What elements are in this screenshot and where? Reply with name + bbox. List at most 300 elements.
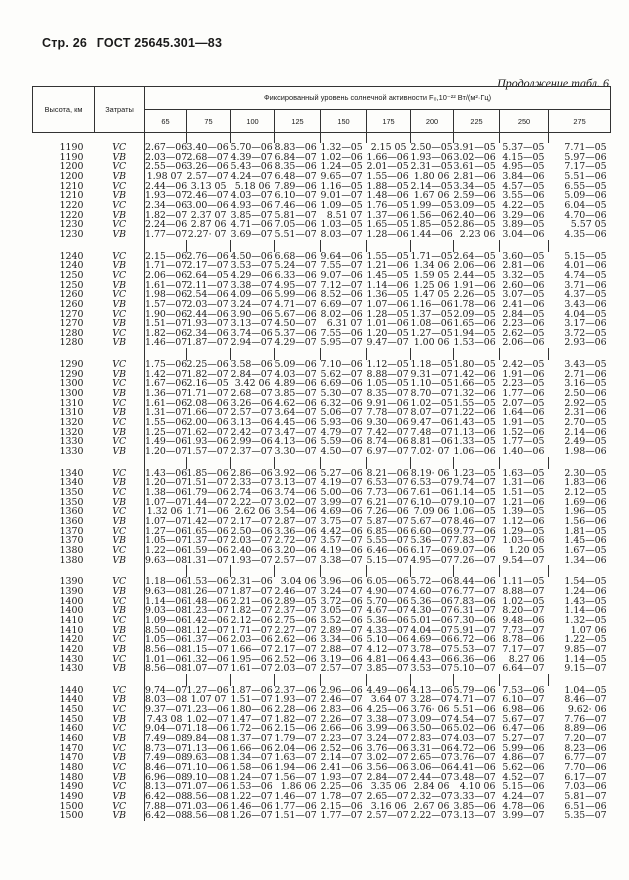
value-cell: 5.10—06 [366,634,409,646]
value-cell: 7.12—07 [320,279,363,291]
value-cell: 3.13—06 [230,417,273,429]
flux-level-header: 250 [500,110,549,133]
value-cell: 2.83—07 [410,733,453,745]
value-cell: 5.36—07 [410,535,453,547]
value-cell: 3.06—06 [410,762,453,774]
cost-cell: VC [112,161,127,173]
altitude-cell: 1290 [59,359,84,371]
value-cell: 1.66—07 [186,407,229,419]
cost-cell: VB [112,477,127,489]
value-cell: 1.58—06 [230,762,273,774]
value-cell: 2.66—06 [320,723,363,735]
value-cell: 8.56—08 [145,663,188,675]
value-cell: 1.71—05 [410,250,453,262]
value-cell: 5.36—06 [410,595,453,607]
value-cell: 2.03—06 [230,634,273,646]
table-row [33,811,611,821]
altitude-cell: 1430 [59,663,84,675]
flux-level-header: 150 [321,110,367,133]
altitude-cell: 1450 [59,713,84,725]
altitude-cell: 1240 [59,250,84,262]
value-cell: 6.53—07 [410,477,453,489]
value-cell: 7.17—05 [564,161,607,173]
value-cell: 1.09—05 [320,199,363,211]
value-cell: 1.98 07 [145,172,187,182]
value-cell: 6.10—07 [274,190,317,202]
value-cell: 1.34—06 [564,554,607,566]
value-cell: 2.40—06 [453,209,496,221]
value-cell: 2.71—06 [564,368,607,380]
flux-level-header: 100 [231,110,275,133]
value-cell: 3.24—07 [366,733,409,745]
value-cell: 3.13—07 [453,810,496,822]
altitude-cell: 1420 [59,634,84,646]
data-table [32,86,611,821]
value-cell: 1.51—07 [230,694,273,706]
table-body [33,133,611,822]
value-cell: 8.46—07 [145,762,188,774]
cost-cell: VB [112,713,127,725]
altitude-cell: 1420 [59,643,84,655]
value-cell: 3.34—05 [453,180,496,192]
value-cell: 3.53—07 [230,260,273,272]
value-cell: 2.64—05 [453,250,496,262]
value-cell: 1.42—07 [145,368,188,380]
value-cell: 9.10—07 [453,496,496,508]
value-cell: 6.77—07 [564,752,607,764]
value-cell: 1.82—07 [230,605,273,617]
value-cell: 3.36—06 [274,525,317,537]
value-cell: 5.06—07 [320,407,363,419]
altitude-cell: 1200 [59,170,84,182]
cost-cell: VB [112,407,127,419]
cost-cell: VB [112,337,127,349]
value-cell: 8.23—06 [564,742,607,754]
value-cell: 1.06—05 [453,506,496,518]
value-cell: 3.85—07 [274,388,317,400]
value-cell: 4.13—06 [274,436,317,448]
value-cell: 2.17—07 [230,515,273,527]
value-cell: 1.93—07 [274,694,317,706]
value-cell: 3.05—07 [320,605,363,617]
value-cell: 4.50—06 [230,250,273,262]
value-cell: 3.85—07 [230,209,273,221]
value-cell: 3.34—06 [320,634,363,646]
table-row [33,447,611,457]
standard-code: ГОСТ 25645.301—83 [96,36,223,50]
value-cell: 5.27—06 [320,467,363,479]
value-cell: 9.64—06 [320,250,363,262]
value-cell: 1.93—06 [410,151,453,163]
cost-cell: VC [112,653,127,665]
value-cell: 5.99—06 [274,289,317,301]
value-cell: 1.13—06 [186,742,229,754]
value-cell: 2.07—05 [502,397,545,409]
cost-cell: VB [112,752,127,764]
altitude-cell: 1260 [59,298,84,310]
value-cell: 4.72—06 [453,742,496,754]
value-cell: 1.67—05 [564,544,607,556]
value-cell: 2.93—06 [564,337,607,349]
value-cell: 2.34—06 [186,327,229,339]
value-cell: 7.89—06 [274,180,317,192]
value-cell: 3.64 07 [370,694,407,706]
value-cell: 2.37—06 [274,684,317,696]
value-cell: 1.55—05 [366,250,409,262]
value-cell: 6.48—07 [274,170,317,182]
altitude-cell: 1500 [59,800,84,812]
value-cell: 2.28—06 [274,704,317,716]
value-cell: 4.93—06 [230,199,273,211]
value-cell: 4.12—07 [366,643,409,655]
page-number: Стр. 26 [42,36,88,50]
cost-cell: VC [112,506,127,518]
value-cell: 3.71—06 [564,279,607,291]
value-cell: 6.97—07 [366,446,409,458]
value-cell: 2.44—06 [186,308,229,320]
cost-cell: VC [112,684,127,696]
value-cell: 2.37 07 [190,209,227,221]
value-cell: 4.67—07 [366,605,409,617]
value-cell: 7.73—06 [366,487,409,498]
value-cell: 1.67 06 [413,190,450,202]
column-header-altitude: Высота, км [33,87,95,133]
value-cell: 8.03—08 [145,694,188,706]
value-cell: 4.24—07 [502,791,545,803]
value-cell: 1.87—07 [230,585,273,597]
value-cell: 4.41—06 [453,762,496,774]
value-cell: 3.85—06 [453,800,496,812]
value-cell: 2.25—06 [320,781,363,793]
cost-cell: VB [112,368,127,380]
value-cell: 6.60—06 [410,525,453,537]
value-cell: 9.01—07 [320,190,363,202]
value-cell: 1.32—05 [320,142,363,153]
value-cell: 3.84—06 [502,170,545,182]
flux-level-header: 125 [275,110,321,133]
value-cell: 4.79—07 [320,426,363,438]
value-cell: 1.79—07 [274,733,317,745]
value-cell: 4.45—06 [274,417,317,429]
value-cell: 1.07 07 [190,694,227,706]
value-cell: 4.95—07 [274,279,317,291]
value-cell: 9.77—06 [453,525,496,537]
value-cell: 5.10—07 [453,663,496,675]
value-cell: 9.74—07 [145,684,188,696]
value-cell: 6.69—07 [320,298,363,310]
value-cell: 1.65—06 [453,318,496,330]
value-cell: 2.67 06 [413,800,450,812]
group-spacer [33,240,611,252]
value-cell: 1.51—05 [502,487,545,498]
value-cell: 1.13—06 [453,426,496,438]
value-cell: 1.66—06 [230,742,273,754]
value-cell: 1.93—07 [320,771,363,783]
value-cell: 5.62—07 [320,368,363,380]
value-cell: 1.81—05 [564,525,607,537]
value-cell: 7.49—08 [145,733,188,745]
value-cell: 3.99—07 [320,496,363,508]
value-cell: 2.31—06 [564,407,607,419]
value-cell: 1.07—07 [186,663,229,675]
value-cell: 3.85—07 [366,663,409,675]
altitude-cell: 1340 [59,477,84,489]
value-cell: 2.11—07 [186,279,229,291]
value-cell: 1.16—05 [320,180,363,192]
altitude-cell: 1370 [59,525,84,537]
value-cell: 7.17—07 [502,643,545,655]
value-cell: 1.71—07 [186,388,229,400]
value-cell: 1.94—06 [274,762,317,774]
value-cell: 1.37—06 [366,209,409,221]
value-cell: 6.47—06 [502,723,545,735]
table-row [33,230,611,240]
value-cell: 1.31—07 [186,554,229,566]
value-cell: 1.78—07 [320,791,363,803]
column-header-cost: Затраты [95,87,145,133]
value-cell: 5.09—06 [564,190,607,202]
value-cell: 9.74—07 [453,477,496,489]
value-cell: 1.91—06 [453,279,496,291]
value-cell: 1.03—06 [502,535,545,547]
continuation-label: Продолжение табл. 6 [497,76,609,90]
value-cell: 6.77—07 [453,585,496,597]
cost-cell: VB [112,810,127,822]
value-cell: 2.92—05 [564,397,607,409]
value-cell: 3.07—05 [502,289,545,301]
value-cell: 2.22—07 [410,810,453,822]
value-cell: 3.32—05 [502,269,545,281]
value-cell: 1.09—06 [145,614,188,626]
value-cell: 1.05—07 [145,535,188,547]
altitude-cell: 1350 [59,487,84,498]
altitude-cell: 1340 [59,467,84,479]
value-cell: 1.90—06 [145,308,188,320]
value-cell: 8.73—07 [145,742,188,754]
group-header: Фиксированный уровень солнечной активности F₀,10⁻²² Вт/(м²·Гц) [145,87,611,110]
value-cell: 1.51—07 [186,477,229,489]
value-cell: 3.96—06 [320,576,363,588]
value-cell: 7.70—06 [564,762,607,774]
value-cell: 1.99—05 [410,199,453,211]
value-cell: 1.66—05 [453,378,496,390]
value-cell: 2.15—06 [320,800,363,812]
value-cell: 6.33—06 [274,269,317,281]
altitude-cell: 1390 [59,585,84,597]
value-cell: 2.40—06 [230,544,273,556]
flux-level-header: 65 [145,110,187,133]
value-cell: 6.10—07 [410,496,453,508]
value-cell: 2.57—07 [366,810,409,822]
value-cell: 5.15—06 [502,781,545,793]
value-cell: 6.46—06 [366,544,409,556]
value-cell: 3.26—06 [186,161,229,173]
value-cell: 5.37—05 [502,142,545,153]
value-cell: 6.31 07 [326,318,363,330]
value-cell: 1.51—07 [274,810,317,822]
cost-cell: VB [112,771,127,783]
value-cell: 1.24—07 [230,771,273,783]
value-cell: 4.25—06 [366,704,409,716]
value-cell: 1.48—06 [366,190,409,202]
value-cell: 5.43—06 [230,161,273,173]
value-cell: 1.75—06 [145,359,188,371]
altitude-cell: 1440 [59,684,84,696]
value-cell: 1.71—07 [230,624,273,636]
cost-cell: VB [112,791,127,803]
cost-cell: VC [112,327,127,339]
value-cell: 7.43 08 [145,715,187,725]
value-cell: 2.06—06 [453,260,496,272]
value-cell: 8.02—06 [320,308,363,320]
value-cell: 1.40—06 [502,446,545,458]
cost-cell: VC [112,467,127,479]
value-cell: 2.14—06 [564,426,607,438]
value-cell: 6.17—07 [564,771,607,783]
value-cell: 1.23—06 [186,704,229,716]
value-cell: 1.07—07 [145,515,188,527]
value-cell: 1.21—06 [502,496,545,508]
value-cell: 6.10—07 [502,694,545,706]
value-cell: 1.82—07 [274,713,317,725]
altitude-cell: 1490 [59,781,84,793]
value-cell: 1.53—06 [230,781,273,793]
value-cell: 5.87—07 [366,515,409,527]
value-cell: 2.26—05 [453,289,496,301]
altitude-cell: 1230 [59,219,84,231]
value-cell: 9.15—07 [564,663,607,675]
altitude-cell: 1320 [59,417,84,429]
cost-cell: VC [112,781,127,793]
value-cell: 1.05—06 [145,634,188,646]
value-cell: 2.89—07 [320,624,363,636]
value-cell: 6.55—05 [564,180,607,192]
value-cell: 2.34—06 [145,199,188,211]
value-cell: 4.62—06 [274,397,317,409]
altitude-cell: 1500 [59,810,84,822]
value-cell: 3.90—06 [230,308,273,320]
value-cell: 3.31—06 [410,742,453,754]
value-cell: 4.03—07 [230,190,273,202]
value-cell: 1.71—07 [145,260,188,272]
value-cell: 1.65—06 [186,525,229,537]
value-cell: 7.71—05 [564,142,607,153]
altitude-cell: 1300 [59,388,84,400]
value-cell: 1.06—06 [453,446,496,458]
value-cell: 2.30—05 [564,467,607,479]
value-cell: 1.31—07 [145,407,188,419]
value-cell: 1.85—05 [410,219,453,231]
value-cell: 1.46—07 [145,337,188,349]
cost-cell: VC [112,359,127,371]
value-cell: 3.58—06 [230,359,273,371]
value-cell: 1.55—06 [145,417,188,429]
value-cell: 1.77—07 [320,810,363,822]
value-cell: 9.07—06 [453,544,496,556]
cost-cell: VC [112,762,127,774]
value-cell: 3.13 05 [190,180,227,192]
value-cell: 4.95—05 [502,161,545,173]
value-cell: 1.67—06 [145,378,188,390]
value-cell: 1.07—07 [145,496,188,508]
cost-cell: VC [112,417,127,429]
value-cell: 3.09—07 [410,713,453,725]
flux-level-header: 225 [454,110,500,133]
value-cell: 9.07—06 [320,269,363,281]
value-cell: 5.67—07 [410,515,453,527]
cost-cell: VC [112,436,127,448]
value-cell: 3.99—07 [502,810,545,822]
value-cell: 2.50—06 [564,388,607,400]
value-cell: 4.22—05 [502,199,545,211]
value-cell: 3.04 06 [280,576,317,588]
cost-cell: VC [112,289,127,301]
value-cell: 3.35 06 [370,781,407,793]
value-cell: 2.81—06 [453,170,496,182]
altitude-cell: 1250 [59,279,84,291]
value-cell: 2.89—05 [274,595,317,607]
value-cell: 1.02—05 [410,397,453,409]
value-cell: 2.03—07 [274,663,317,675]
value-cell: 2.52—06 [274,653,317,665]
value-cell: 1.15—07 [186,643,229,655]
value-cell: 1.14—06 [366,279,409,291]
value-cell: 8.83—06 [274,142,317,153]
value-cell: 5.37—06 [274,327,317,339]
altitude-cell: 1440 [59,694,84,706]
value-cell: 1.56—06 [410,209,453,221]
value-cell: 7.48—07 [410,426,453,438]
cost-cell: VC [112,576,127,588]
value-cell: 2.03—07 [230,535,273,547]
value-cell: 1.63—07 [274,752,317,764]
value-cell: 2.15—06 [274,723,317,735]
value-cell: 2.65—07 [410,752,453,764]
value-cell: 4.70—06 [564,209,607,221]
value-cell: 1.46—07 [274,791,317,803]
value-cell: 6.85—06 [366,525,409,537]
value-cell: 1.87—07 [186,337,229,349]
value-cell: 1.93—07 [186,318,229,330]
value-cell: 1.07—06 [366,298,409,310]
value-cell: 6.53—07 [366,477,409,489]
value-cell: 1.63—05 [502,467,545,479]
altitude-cell: 1290 [59,368,84,380]
value-cell: 2.83—06 [320,704,363,716]
value-cell: 9.91—06 [366,397,409,409]
value-cell: 9.47—06 [410,417,453,429]
cost-cell: VB [112,151,127,163]
value-cell: 4.33—07 [366,624,409,636]
value-cell: 6.42—08 [145,791,188,803]
value-cell: 3.54—06 [274,506,317,518]
value-cell: 4.95—07 [410,554,453,566]
cost-cell: VB [112,496,127,508]
value-cell: 5.67—06 [274,308,317,320]
value-cell: 1.91—05 [502,417,545,429]
value-cell: 1.79—06 [186,487,229,498]
value-cell: 1.96—05 [564,506,607,518]
altitude-cell: 1380 [59,544,84,556]
value-cell: 1.34 06 [413,260,450,272]
value-cell: 1.77—06 [502,388,545,400]
value-cell: 1.61—06 [145,397,188,409]
value-cell: 1.22—06 [453,407,496,419]
value-cell: 1.32—06 [186,653,229,665]
altitude-cell: 1190 [59,151,84,163]
value-cell: 1.45—06 [564,535,607,547]
value-cell: 1.26—07 [230,810,273,822]
